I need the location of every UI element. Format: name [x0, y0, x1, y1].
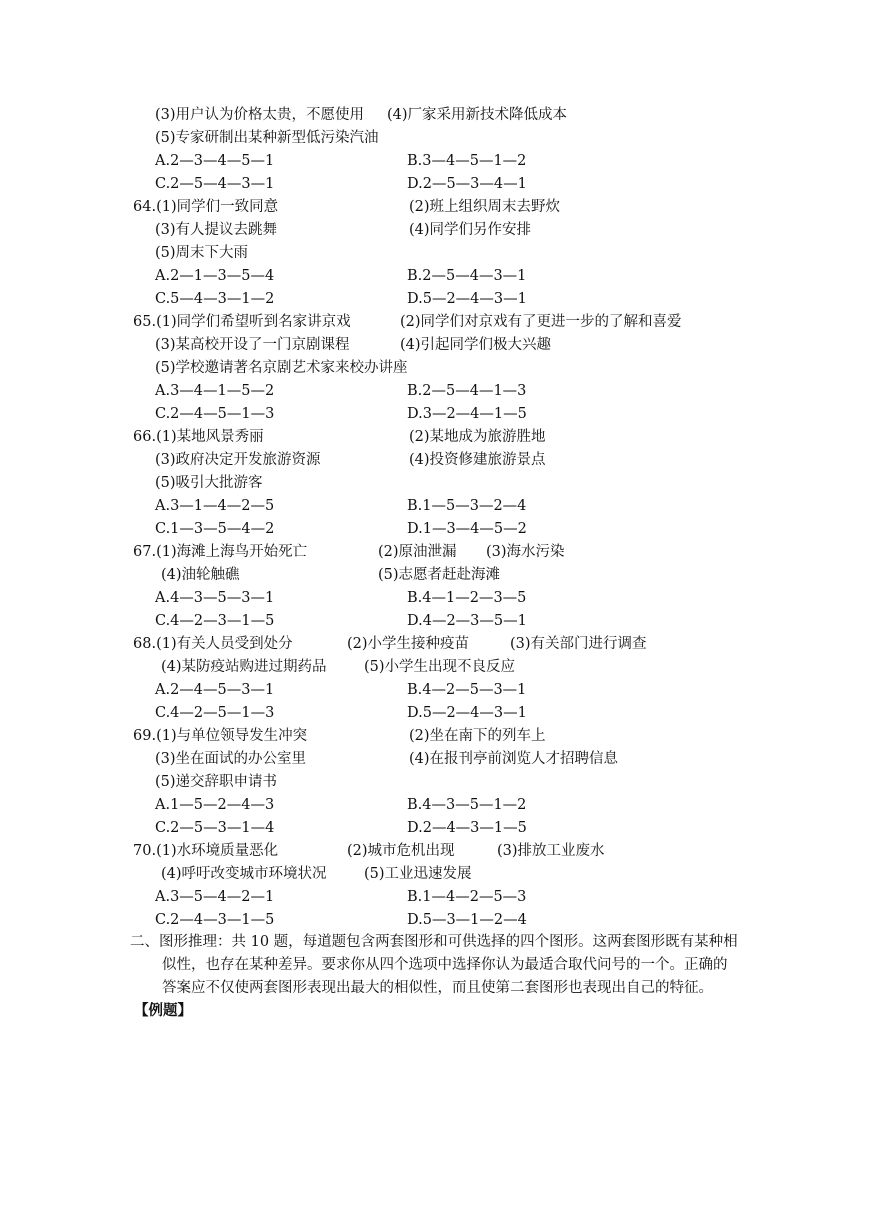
q64-item-2: (2)班上组织周末去野炊	[409, 199, 561, 215]
q69-line-1: 69.(1)与单位领导发生冲突	[133, 728, 308, 744]
q67-option-d: D.4—2—3—5—1	[407, 613, 527, 629]
q65-item-3: (3)某高校开设了一门京剧课程	[155, 337, 350, 353]
q65-item-4: (4)引起同学们极大兴趣	[400, 337, 552, 353]
q65-item-1: (1)同学们希望听到名家讲京戏	[156, 314, 351, 330]
q66-item-1: (1)某地风景秀丽	[156, 429, 264, 445]
q69-item-3: (3)坐在面试的办公室里	[155, 751, 307, 767]
q69-item-5: (5)递交辞职申请书	[155, 774, 278, 790]
section2-line-1: 二、图形推理：共 10 题，每道题包含两套图形和可供选择的四个图形。这两套图形既有某种相	[130, 934, 738, 950]
q66-option-d: D.1—3—4—5—2	[407, 521, 527, 537]
q70-item-1: (1)水环境质量恶化	[156, 843, 279, 859]
q70-line-1: 70.(1)水环境质量恶化	[133, 843, 279, 859]
q67-option-a: A.4—3—5—3—1	[155, 590, 275, 606]
q63-item-4: (4)厂家采用新技术降低成本	[387, 107, 568, 123]
q66-line-1: 66.(1)某地风景秀丽	[133, 429, 264, 445]
q67-option-b: B.4—1—2—3—5	[407, 590, 527, 606]
q66-option-b: B.1—5—3—2—4	[407, 498, 527, 514]
q63-option-b: B.3—4—5—1—2	[407, 153, 527, 169]
q69-item-4: (4)在报刊亭前浏览人才招聘信息	[409, 751, 619, 767]
q63-option-c: C.2—5—4—3—1	[155, 176, 275, 192]
q64-line-1: 64.(1)同学们一致同意	[133, 199, 279, 215]
q70-item-3: (3)排放工业废水	[497, 843, 605, 859]
q66-option-a: A.3—1—4—2—5	[155, 498, 275, 514]
q64-item-1: (1)同学们一致同意	[156, 199, 279, 215]
q67-item-4: (4)油轮触礁	[161, 567, 240, 583]
q66-item-2: (2)某地成为旅游胜地	[409, 429, 546, 445]
section2-line-2: 似性，也存在某种差异。要求你从四个选项中选择你认为最适合取代问号的一个。正确的	[162, 957, 728, 973]
q64-option-a: A.2—1—3—5—4	[155, 268, 275, 284]
q64-item-3: (3)有人提议去跳舞	[155, 222, 278, 238]
q67-item-1: (1)海滩上海鸟开始死亡	[156, 544, 308, 560]
q65-item-2: (2)同学们对京戏有了更进一步的了解和喜爱	[400, 314, 682, 330]
q69-item-1: (1)与单位领导发生冲突	[156, 728, 308, 744]
q68-option-c: C.4—2—5—1—3	[155, 705, 275, 721]
q64-item-4: (4)同学们另作安排	[409, 222, 532, 238]
q67-item-5: (5)志愿者赶赴海滩	[378, 567, 501, 583]
example-heading: 【例题】	[134, 1002, 192, 1019]
q67-item-3: (3)海水污染	[486, 544, 565, 560]
q68-item-4: (4)某防疫站购进过期药品	[161, 659, 327, 675]
q67-item-2: (2)原油泄漏	[378, 544, 457, 560]
q63-item-5: (5)专家研制出某种新型低污染汽油	[155, 130, 379, 146]
q69-option-c: C.2—5—3—1—4	[155, 820, 275, 836]
q69-option-b: B.4—3—5—1—2	[407, 797, 527, 813]
q68-item-1: (1)有关人员受到处分	[156, 636, 293, 652]
q67-option-c: C.4—2—3—1—5	[155, 613, 275, 629]
q70-item-4: (4)呼吁改变城市环境状况	[161, 866, 327, 882]
section2-line-3: 答案应不仅使两套图形表现出最大的相似性，而且使第二套图形也表现出自己的特征。	[162, 980, 713, 996]
q69-item-2: (2)坐在南下的列车上	[409, 728, 546, 744]
q69-option-d: D.2—4—3—1—5	[407, 820, 527, 836]
q66-item-5: (5)吸引大批游客	[155, 475, 263, 491]
q66-option-c: C.1—3—5—4—2	[155, 521, 275, 537]
q63-option-d: D.2—5—3—4—1	[407, 176, 527, 192]
q68-option-b: B.4—2—5—3—1	[407, 682, 527, 698]
q70-option-d: D.5—3—1—2—4	[407, 912, 527, 928]
q66-item-4: (4)投资修建旅游景点	[409, 452, 546, 468]
q64-option-b: B.2—5—4—3—1	[407, 268, 527, 284]
q68-item-3: (3)有关部门进行调查	[510, 636, 647, 652]
q65-option-d: D.3—2—4—1—5	[407, 406, 527, 422]
q63-option-a: A.2—3—4—5—1	[155, 153, 275, 169]
q70-option-a: A.3—5—4—2—1	[155, 889, 275, 905]
q66-item-3: (3)政府决定开发旅游资源	[155, 452, 321, 468]
q68-line-1: 68.(1)有关人员受到处分	[133, 636, 293, 652]
q70-option-c: C.2—4—3—1—5	[155, 912, 275, 928]
q65-option-c: C.2—4—5—1—3	[155, 406, 275, 422]
q69-option-a: A.1—5—2—4—3	[155, 797, 275, 813]
q68-option-a: A.2—4—5—3—1	[155, 682, 275, 698]
q65-line-1: 65.(1)同学们希望听到名家讲京戏	[133, 314, 351, 330]
q65-option-a: A.3—4—1—5—2	[155, 383, 275, 399]
q67-line-1: 67.(1)海滩上海鸟开始死亡	[133, 544, 308, 560]
q70-option-b: B.1—4—2—5—3	[407, 889, 527, 905]
q70-item-5: (5)工业迅速发展	[364, 866, 472, 882]
q68-option-d: D.5—2—4—3—1	[407, 705, 527, 721]
q64-option-c: C.5—4—3—1—2	[155, 291, 275, 307]
q65-item-5: (5)学校邀请著名京剧艺术家来校办讲座	[155, 360, 408, 376]
q70-item-2: (2)城市危机出现	[347, 843, 455, 859]
q64-option-d: D.5—2—4—3—1	[407, 291, 527, 307]
q68-item-5: (5)小学生出现不良反应	[364, 659, 516, 675]
q63-item-3: (3)用户认为价格太贵，不愿使用	[155, 107, 365, 123]
q65-option-b: B.2—5—4—1—3	[407, 383, 527, 399]
q68-item-2: (2)小学生接种疫苗	[347, 636, 470, 652]
q64-item-5: (5)周末下大雨	[155, 245, 249, 261]
